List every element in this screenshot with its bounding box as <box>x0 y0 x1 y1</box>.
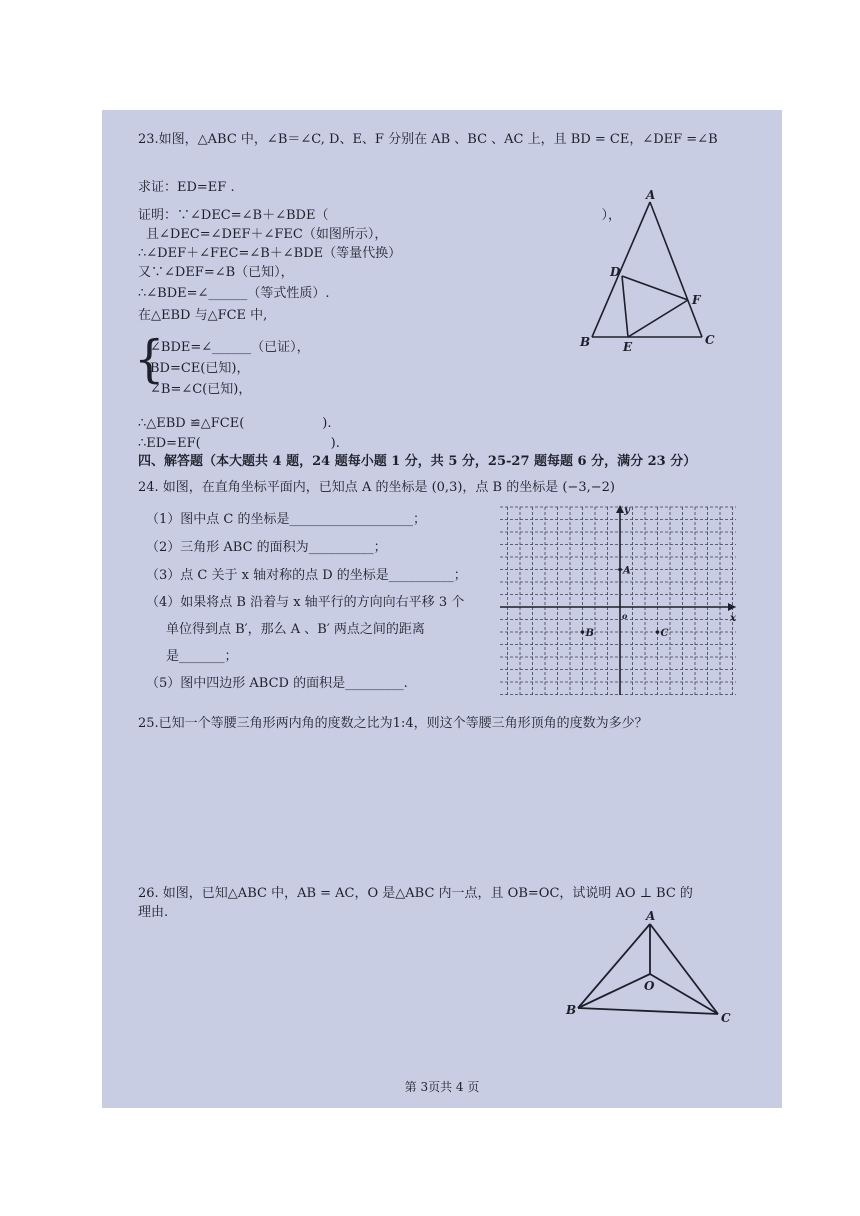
label-b: B <box>566 1003 577 1017</box>
label-b: B <box>580 335 591 349</box>
q23-conclusion: ∴△EBD ≌△FCE( ). <box>138 416 332 431</box>
label-a: A <box>646 909 656 923</box>
y-axis-arrow <box>616 505 624 513</box>
x-axis-arrow <box>728 603 736 611</box>
side-bc <box>578 1008 718 1014</box>
side-ac <box>650 924 718 1014</box>
segment-df <box>622 276 688 300</box>
segment-bo <box>578 974 650 1008</box>
segment-ef <box>628 300 688 337</box>
q23-system-line: ∠B=∠C(已知)， <box>150 382 252 397</box>
origin-label: o <box>622 611 628 621</box>
q23-proof-line: ∴∠DEF＋∠FEC=∠B＋∠BDE（等量代换） <box>138 246 402 261</box>
label-a: A <box>646 188 656 202</box>
side-ab <box>592 202 650 337</box>
q24-stem: 24. 如图，在直角坐标平面内，已知点 A 的坐标是 (0,3)，点 B 的坐标是 (−3,−2) <box>138 480 615 495</box>
page-footer: 第 3页共 4 页 <box>404 1080 480 1094</box>
q26-triangle-figure <box>564 910 744 1030</box>
point-b <box>581 630 585 634</box>
q25-stem: 25.已知一个等腰三角形两内角的度数之比为1:4，则这个等腰三角形顶角的度数为多少？ <box>138 716 648 731</box>
q24-item: （3）点 C 关于 x 轴对称的点 D 的坐标是__________； <box>146 568 467 583</box>
q24-item: 是_______； <box>166 649 238 664</box>
side-ab <box>578 924 650 1008</box>
q24-item: （2）三角形 ABC 的面积为__________； <box>146 540 387 555</box>
q23-proof-line: ∴∠BDE=∠______（等式性质）. <box>138 286 330 301</box>
label-e: E <box>623 340 633 354</box>
q23-proof-line: 且∠DEC=∠DEF＋∠FEC（如图所示）， <box>146 227 388 242</box>
side-ac <box>650 202 702 337</box>
label-o: O <box>644 979 655 993</box>
q23-triangle-figure <box>572 190 732 360</box>
label-d: D <box>610 265 621 279</box>
system-brace: { <box>134 329 165 389</box>
q23-proof-line: 证明：∵∠DEC=∠B＋∠BDE（ ）， <box>138 208 621 223</box>
q26-stem: 理由. <box>138 905 169 920</box>
point-label-b: B <box>585 628 594 639</box>
label-c: C <box>721 1011 731 1025</box>
q23-prove: 求证：ED=EF . <box>138 180 235 195</box>
segment-de <box>622 276 628 337</box>
q24-item: 单位得到点 B′，那么 A 、B′ 两点之间的距离 <box>166 622 425 637</box>
point-a <box>618 568 622 572</box>
q24-item: （4）如果将点 B 沿着与 x 轴平行的方向向右平移 3 个 <box>146 595 465 610</box>
q23-conclusion: ∴ED=EF( ). <box>138 436 340 451</box>
q24-item: （5）图中四边形 ABCD 的面积是_________. <box>146 676 408 691</box>
label-c: C <box>705 333 715 347</box>
coordinate-grid <box>500 505 740 695</box>
y-axis-label: y <box>624 505 630 516</box>
q26-stem: 26. 如图，已知△ABC 中，AB = AC，O 是△ABC 内一点，且 OB=OC，试说明 AO ⊥ BC 的 <box>138 886 693 901</box>
label-f: F <box>692 293 701 307</box>
point-label-c: C <box>660 628 669 639</box>
q23-stem: 23.如图，△ABC 中，∠B＝∠C, D、E、F 分别在 AB 、BC 、AC 上，且 BD = CE，∠DEF =∠B <box>138 132 718 147</box>
point-label-a: A <box>623 565 631 577</box>
exam-page <box>102 110 782 1108</box>
q23-proof-line: 在△EBD 与△FCE 中, <box>138 308 268 323</box>
q23-proof-line: 又∵∠DEF=∠B（已知）， <box>138 265 294 280</box>
segment-co <box>650 974 718 1014</box>
point-c <box>656 630 660 634</box>
section-title: 四、解答题（本大题共 4 题，24 题每小题 1 分，共 5 分，25-27 题每题 6 分，满分 23 分） <box>138 454 697 469</box>
q23-system-line: ∠BDE=∠______（已证）， <box>150 340 310 355</box>
q24-item: （1）图中点 C 的坐标是___________________； <box>146 512 426 527</box>
q23-system-line: BD=CE(已知)， <box>150 361 250 376</box>
x-axis-label: x <box>730 613 736 624</box>
